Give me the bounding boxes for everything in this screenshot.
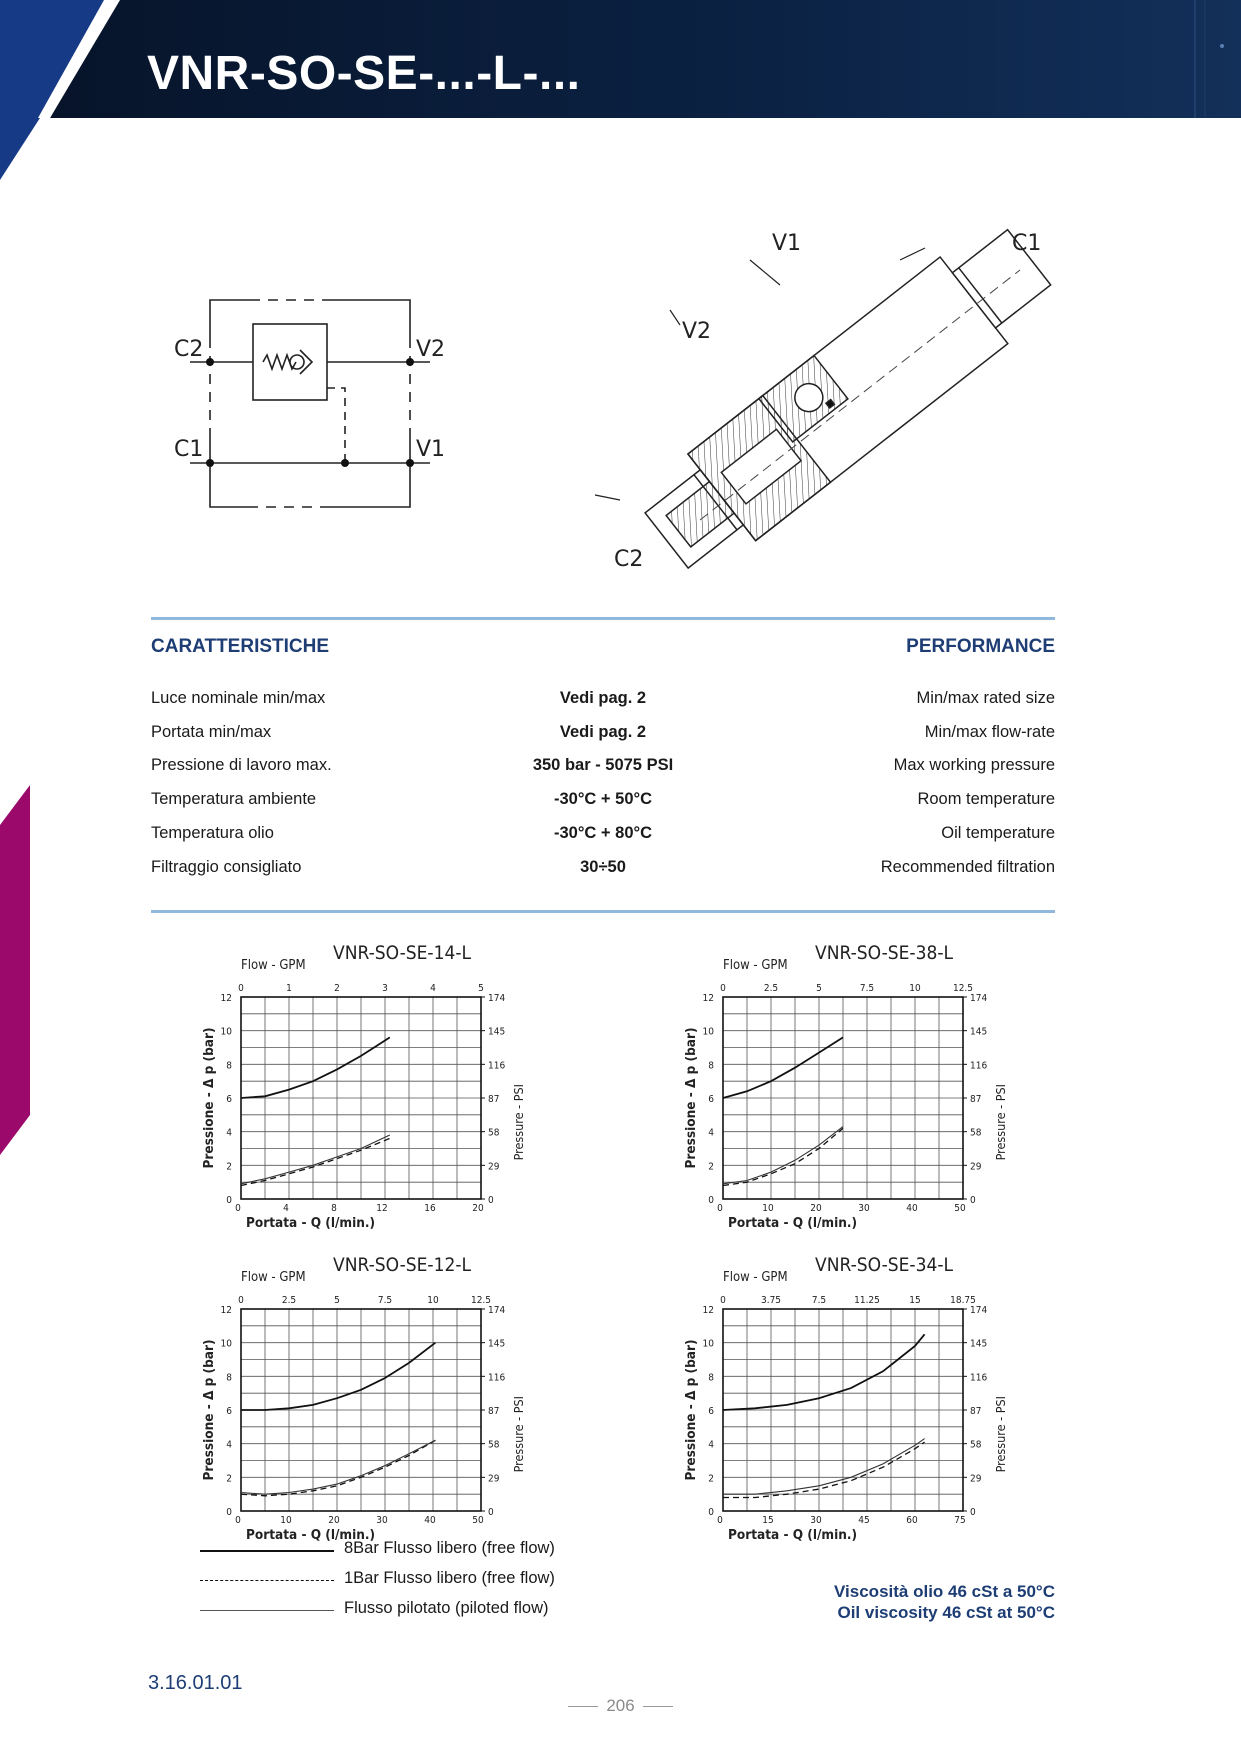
spec-label-en: Room temperature bbox=[917, 790, 1055, 808]
x2-tick-label: 0 bbox=[238, 1295, 244, 1306]
spec-label-en: Min/max rated size bbox=[916, 689, 1055, 707]
x2-tick-label: 15 bbox=[909, 1295, 921, 1306]
y2-tick-label: 29 bbox=[970, 1473, 982, 1485]
y-tick-label: 12 bbox=[220, 993, 232, 1004]
y2-tick-label: 0 bbox=[970, 1507, 976, 1518]
x-tick-label: 45 bbox=[858, 1515, 870, 1526]
hydraulic-schematic bbox=[160, 280, 460, 520]
y-axis-label: Pressione - Δ p (bar) bbox=[201, 1027, 217, 1169]
x2-tick-label: 11.25 bbox=[854, 1295, 880, 1306]
chart-vnr-so-se-12-l bbox=[196, 1247, 556, 1543]
spec-row bbox=[151, 790, 1055, 814]
series-line-thin bbox=[241, 1440, 435, 1494]
port-label-v2: V2 bbox=[416, 337, 446, 362]
y-tick-label: 10 bbox=[220, 1338, 232, 1350]
spec-label-en: Oil temperature bbox=[941, 824, 1055, 842]
y-tick-label: 0 bbox=[226, 1507, 232, 1518]
x-tick-label: 20 bbox=[328, 1515, 340, 1526]
spec-label-en: Recommended filtration bbox=[880, 858, 1055, 876]
y2-tick-label: 58 bbox=[970, 1439, 982, 1451]
x2-tick-label: 1 bbox=[286, 983, 292, 994]
y-tick-label: 2 bbox=[226, 1161, 232, 1173]
axis-label-flow: Flow - GPM bbox=[723, 958, 788, 973]
y2-tick-label: 116 bbox=[488, 1372, 506, 1384]
legend-label: 8Bar Flusso libero (free flow) bbox=[344, 1539, 555, 1557]
x-tick-label: 30 bbox=[376, 1515, 388, 1526]
y-tick-label: 12 bbox=[220, 1305, 232, 1316]
x-tick-label: 16 bbox=[424, 1203, 436, 1214]
x2-tick-label: 0 bbox=[720, 983, 726, 994]
y-tick-label: 12 bbox=[702, 1305, 714, 1316]
y2-axis-label: Pressure - PSI bbox=[511, 1396, 526, 1473]
series-line-dashed bbox=[723, 1128, 843, 1185]
drawing-label-c2: C2 bbox=[614, 547, 644, 572]
y-tick-label: 2 bbox=[226, 1473, 232, 1485]
y2-tick-label: 0 bbox=[970, 1195, 976, 1206]
side-tab-marker bbox=[0, 785, 32, 1155]
y-tick-label: 10 bbox=[220, 1026, 232, 1038]
x-tick-label: 60 bbox=[906, 1515, 918, 1526]
x2-tick-label: 5 bbox=[816, 983, 822, 994]
y2-tick-label: 29 bbox=[970, 1161, 982, 1173]
y2-tick-label: 87 bbox=[488, 1094, 500, 1105]
y-tick-label: 4 bbox=[708, 1439, 714, 1451]
x-tick-label: 50 bbox=[472, 1515, 484, 1526]
port-label-c2: C2 bbox=[174, 337, 204, 362]
spec-label-it: Portata min/max bbox=[151, 723, 272, 741]
chart-vnr-so-se-38-l bbox=[678, 935, 1038, 1231]
page-number-text: 206 bbox=[606, 1696, 635, 1715]
y2-tick-label: 174 bbox=[970, 993, 988, 1004]
x-tick-label: 10 bbox=[762, 1203, 774, 1214]
y2-tick-label: 87 bbox=[970, 1094, 982, 1105]
section-title-en: PERFORMANCE bbox=[906, 636, 1055, 657]
spec-label-it: Pressione di lavoro max. bbox=[151, 756, 332, 774]
axis-label-flow: Flow - GPM bbox=[241, 958, 306, 973]
x-axis-label: Portata - Q (l/min.) bbox=[728, 1215, 858, 1231]
x2-tick-label: 2 bbox=[334, 983, 340, 994]
x-tick-label: 0 bbox=[717, 1515, 723, 1526]
y-tick-label: 4 bbox=[226, 1127, 232, 1139]
y2-tick-label: 174 bbox=[488, 1305, 506, 1316]
spec-row bbox=[151, 723, 1055, 747]
spec-row bbox=[151, 824, 1055, 848]
series-line-solid bbox=[723, 1334, 925, 1410]
x2-tick-label: 5 bbox=[334, 1295, 340, 1306]
y2-tick-label: 0 bbox=[488, 1195, 494, 1206]
legend-line-thin bbox=[200, 1610, 334, 1611]
y-tick-label: 2 bbox=[708, 1473, 714, 1485]
x2-tick-label: 10 bbox=[427, 1295, 439, 1306]
y2-tick-label: 116 bbox=[488, 1060, 506, 1072]
spec-label-en: Min/max flow-rate bbox=[924, 723, 1055, 741]
spec-value: -30°C + 50°C bbox=[553, 790, 653, 808]
x-tick-label: 20 bbox=[810, 1203, 822, 1214]
x-tick-label: 4 bbox=[283, 1203, 289, 1214]
y-tick-label: 6 bbox=[226, 1406, 232, 1417]
y-tick-label: 0 bbox=[708, 1195, 714, 1206]
y2-tick-label: 174 bbox=[488, 993, 506, 1004]
chart-title: VNR-SO-SE-34-L bbox=[815, 1254, 954, 1276]
x-tick-label: 15 bbox=[762, 1515, 774, 1526]
y2-tick-label: 87 bbox=[970, 1406, 982, 1417]
x-axis-label: Portata - Q (l/min.) bbox=[246, 1527, 376, 1543]
x2-tick-label: 3.75 bbox=[760, 1295, 782, 1306]
spec-row bbox=[151, 756, 1055, 780]
x-tick-label: 50 bbox=[954, 1203, 966, 1214]
y2-tick-label: 145 bbox=[970, 1338, 988, 1350]
spec-label-it: Luce nominale min/max bbox=[151, 689, 326, 707]
y-tick-label: 6 bbox=[226, 1094, 232, 1105]
x-axis-label: Portata - Q (l/min.) bbox=[728, 1527, 858, 1543]
y-tick-label: 6 bbox=[708, 1406, 714, 1417]
x-tick-label: 40 bbox=[424, 1515, 436, 1526]
x-tick-label: 0 bbox=[235, 1203, 241, 1214]
viscosity-note bbox=[834, 1581, 1055, 1623]
document-code: 3.16.01.01 bbox=[148, 1672, 243, 1694]
x-tick-label: 10 bbox=[280, 1515, 292, 1526]
x-tick-label: 30 bbox=[810, 1515, 822, 1526]
x2-tick-label: 7.5 bbox=[811, 1295, 827, 1306]
x2-tick-label: 12.5 bbox=[952, 983, 974, 994]
chart-grid bbox=[241, 997, 481, 1199]
axis-label-flow: Flow - GPM bbox=[241, 1270, 306, 1285]
y-tick-label: 4 bbox=[226, 1439, 232, 1451]
y2-tick-label: 29 bbox=[488, 1161, 500, 1173]
y2-tick-label: 87 bbox=[488, 1406, 500, 1417]
port-label-v1: V1 bbox=[416, 437, 446, 462]
x2-tick-label: 3 bbox=[382, 983, 388, 994]
divider-bottom bbox=[151, 910, 1055, 913]
port-label-c1: C1 bbox=[174, 437, 204, 462]
x2-tick-label: 2.5 bbox=[281, 1295, 297, 1306]
y-tick-label: 10 bbox=[702, 1026, 714, 1038]
drawing-label-v1: V1 bbox=[772, 231, 802, 256]
x2-tick-label: 18.75 bbox=[950, 1295, 976, 1306]
x2-tick-label: 10 bbox=[909, 983, 921, 994]
x-tick-label: 0 bbox=[235, 1515, 241, 1526]
x2-tick-label: 4 bbox=[430, 983, 436, 994]
viscosity-en: Oil viscosity 46 cSt at 50°C bbox=[837, 1603, 1055, 1622]
series-line-solid bbox=[723, 1037, 843, 1098]
valve-section-drawing bbox=[600, 230, 1060, 590]
chart-vnr-so-se-34-l bbox=[678, 1247, 1038, 1543]
viscosity-it: Viscosità olio 46 cSt a 50°C bbox=[834, 1582, 1055, 1601]
x-tick-label: 20 bbox=[472, 1203, 484, 1214]
spec-label-it: Temperatura ambiente bbox=[151, 790, 317, 808]
series-line-thin bbox=[241, 1135, 390, 1184]
section-title-it: CARATTERISTICHE bbox=[151, 636, 330, 657]
spec-value: -30°C + 80°C bbox=[553, 824, 653, 842]
drawing-label-v2: V2 bbox=[682, 319, 712, 344]
series-line-solid bbox=[241, 1037, 390, 1098]
legend-label: Flusso pilotato (piloted flow) bbox=[344, 1599, 549, 1617]
spec-value: Vedi pag. 2 bbox=[559, 723, 647, 741]
y-tick-label: 0 bbox=[226, 1195, 232, 1206]
x2-tick-label: 12.5 bbox=[470, 1295, 492, 1306]
y2-axis-label: Pressure - PSI bbox=[993, 1396, 1008, 1473]
spec-label-en: Max working pressure bbox=[893, 756, 1055, 774]
legend-label: 1Bar Flusso libero (free flow) bbox=[344, 1569, 555, 1587]
divider-top bbox=[151, 617, 1055, 620]
spec-label-it: Temperatura olio bbox=[151, 824, 274, 842]
spec-value: 30÷50 bbox=[580, 858, 626, 876]
series-line-dashed bbox=[723, 1442, 925, 1498]
y2-tick-label: 0 bbox=[488, 1507, 494, 1518]
series-line-thin bbox=[723, 1439, 925, 1495]
spec-label-it: Filtraggio consigliato bbox=[151, 858, 302, 876]
header-band bbox=[0, 0, 1241, 118]
y-tick-label: 10 bbox=[702, 1338, 714, 1350]
x2-tick-label: 7.5 bbox=[859, 983, 875, 994]
y2-tick-label: 58 bbox=[970, 1127, 982, 1139]
y2-tick-label: 145 bbox=[488, 1026, 506, 1038]
y2-tick-label: 174 bbox=[970, 1305, 988, 1316]
chart-grid bbox=[723, 1309, 963, 1511]
y-tick-label: 2 bbox=[708, 1161, 714, 1173]
chart-vnr-so-se-14-l bbox=[196, 935, 556, 1231]
page-title: VNR-SO-SE-...-L-... bbox=[147, 47, 581, 100]
y-tick-label: 4 bbox=[708, 1127, 714, 1139]
y2-tick-label: 116 bbox=[970, 1060, 988, 1072]
series-line-thin bbox=[723, 1127, 843, 1184]
series-line-dashed bbox=[241, 1440, 435, 1496]
x2-tick-label: 5 bbox=[478, 983, 484, 994]
x-tick-label: 75 bbox=[954, 1515, 966, 1526]
x2-tick-label: 0 bbox=[238, 983, 244, 994]
x-tick-label: 30 bbox=[858, 1203, 870, 1214]
x-tick-label: 40 bbox=[906, 1203, 918, 1214]
chart-title: VNR-SO-SE-12-L bbox=[333, 1254, 472, 1276]
y-tick-label: 6 bbox=[708, 1094, 714, 1105]
y-tick-label: 12 bbox=[702, 993, 714, 1004]
y-tick-label: 8 bbox=[708, 1372, 714, 1384]
y2-tick-label: 58 bbox=[488, 1439, 500, 1451]
y-axis-label: Pressione - Δ p (bar) bbox=[683, 1027, 699, 1169]
chart-title: VNR-SO-SE-14-L bbox=[333, 942, 472, 964]
axis-label-flow: Flow - GPM bbox=[723, 1270, 788, 1285]
y2-tick-label: 145 bbox=[970, 1026, 988, 1038]
y-tick-label: 0 bbox=[708, 1507, 714, 1518]
x2-tick-label: 7.5 bbox=[377, 1295, 393, 1306]
chart-title: VNR-SO-SE-38-L bbox=[815, 942, 954, 964]
y2-tick-label: 145 bbox=[488, 1338, 506, 1350]
y-axis-label: Pressione - Δ p (bar) bbox=[683, 1339, 699, 1481]
y2-tick-label: 29 bbox=[488, 1473, 500, 1485]
x2-tick-label: 2.5 bbox=[763, 983, 779, 994]
y-axis-label: Pressione - Δ p (bar) bbox=[201, 1339, 217, 1481]
spec-value: 350 bar - 5075 PSI bbox=[532, 756, 674, 774]
spec-row bbox=[151, 689, 1055, 713]
y2-axis-label: Pressure - PSI bbox=[993, 1084, 1008, 1161]
y-tick-label: 8 bbox=[226, 1372, 232, 1384]
x-tick-label: 12 bbox=[376, 1203, 388, 1214]
x-axis-label: Portata - Q (l/min.) bbox=[246, 1215, 376, 1231]
drawing-label-c1: C1 bbox=[1012, 231, 1042, 256]
y2-tick-label: 58 bbox=[488, 1127, 500, 1139]
legend-line-solid bbox=[200, 1550, 334, 1552]
y2-tick-label: 116 bbox=[970, 1372, 988, 1384]
y-tick-label: 8 bbox=[226, 1060, 232, 1072]
chart-grid bbox=[723, 997, 963, 1199]
spec-value: Vedi pag. 2 bbox=[559, 689, 647, 707]
x-tick-label: 0 bbox=[717, 1203, 723, 1214]
x2-tick-label: 0 bbox=[720, 1295, 726, 1306]
legend-line-dashed bbox=[200, 1580, 334, 1581]
y-tick-label: 8 bbox=[708, 1060, 714, 1072]
x-tick-label: 8 bbox=[331, 1203, 337, 1214]
page-number bbox=[0, 1696, 1241, 1716]
y2-axis-label: Pressure - PSI bbox=[511, 1084, 526, 1161]
spec-row bbox=[151, 858, 1055, 882]
